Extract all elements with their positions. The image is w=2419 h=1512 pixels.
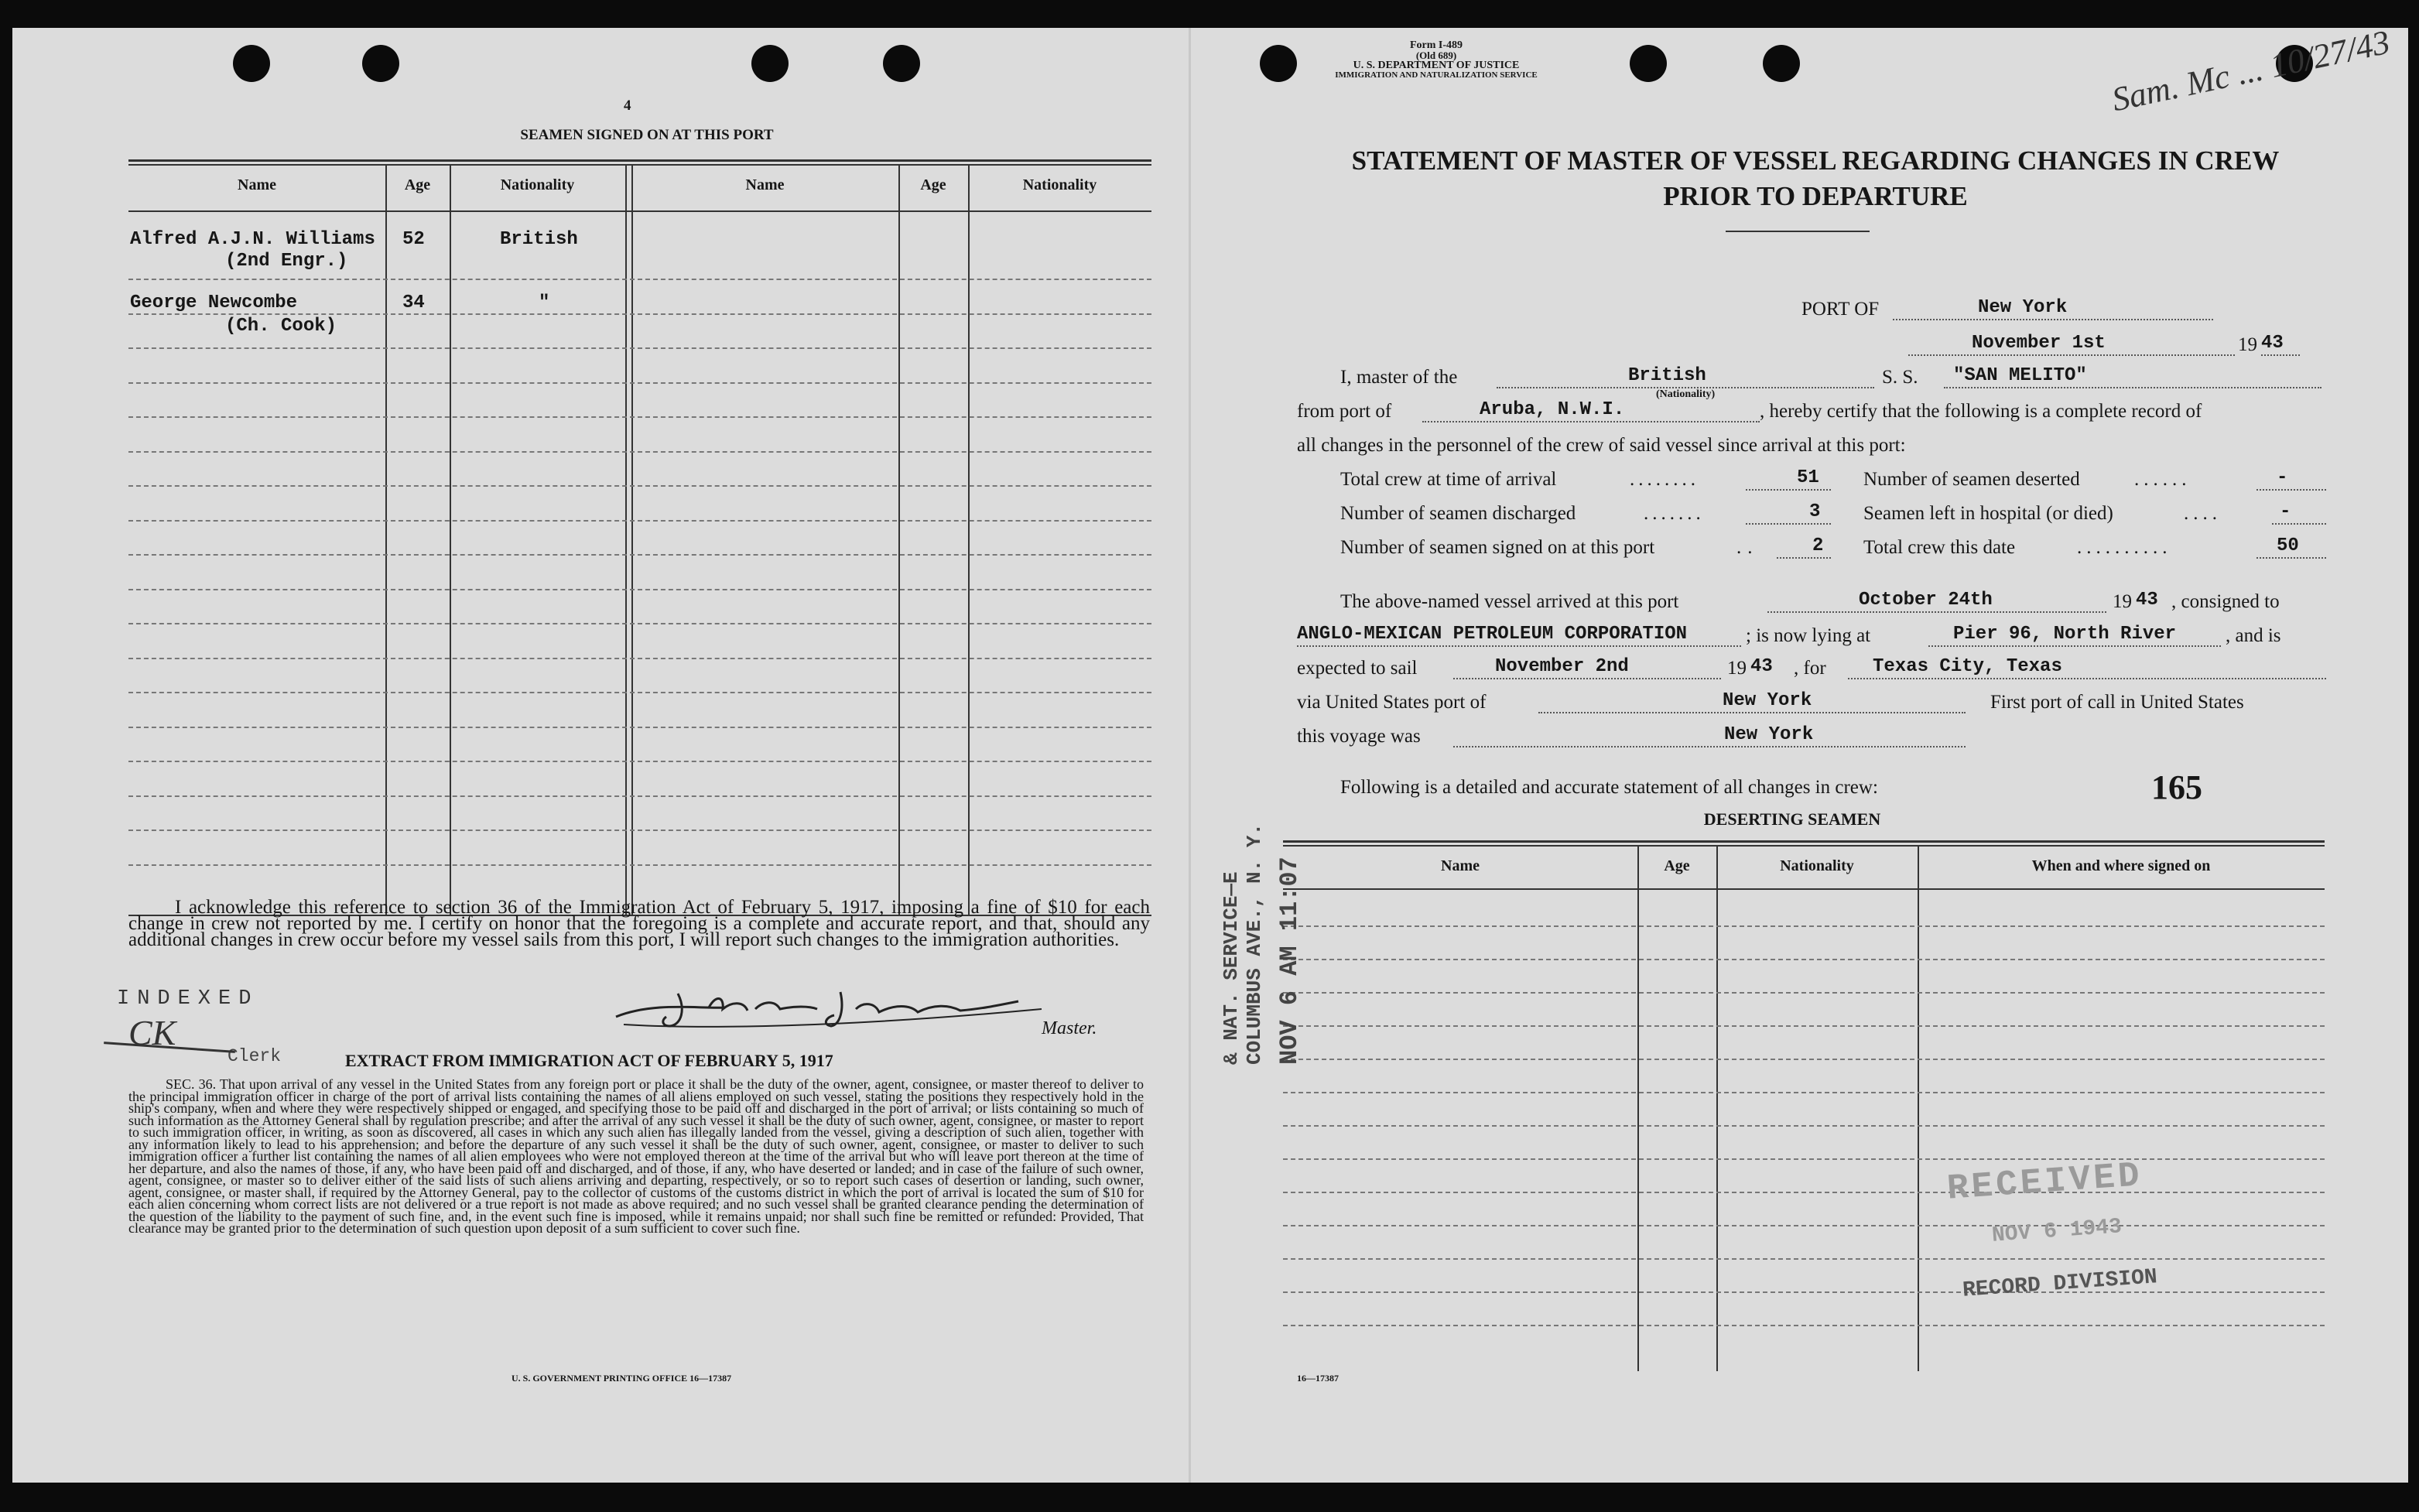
received-stamp: NOV 6 1943 [1991,1215,2123,1248]
berth: Pier 96, North River [1953,624,2177,645]
column-header: Age [1664,857,1690,874]
via-label: via United States port of [1297,692,1487,713]
punch-hole [1260,45,1297,82]
dot-leader: .... [2184,503,2222,524]
column-header: Name [1441,857,1480,874]
crew-nationality: British [500,229,578,250]
dot-leader: .......... [2077,537,2172,558]
receipt-stamp [1220,740,1302,1065]
stat-value: 2 [1812,535,1824,556]
stat-value: 3 [1809,501,1821,522]
column-divider [450,164,451,915]
nationality-value: British [1628,365,1706,386]
table-row-rule [128,623,1151,624]
table-row-rule [128,795,1151,797]
column-header: Nationality [1780,857,1854,874]
table-row-rule [1283,1291,2325,1293]
table-top-rule [128,164,1151,166]
indexed-stamp: INDEXED [117,987,259,1011]
table-top-rule [1283,845,2325,847]
underline [1928,645,2221,647]
column-divider [968,164,970,915]
printer-line: U. S. GOVERNMENT PRINTING OFFICE 16—17387 [512,1373,732,1384]
master-label: Master. [1042,1018,1097,1038]
table-top-rule [1283,840,2325,843]
underline [1777,557,1831,559]
stat-label: Number of seamen signed on at this port [1340,537,1655,558]
year-value: 43 [2261,333,2284,354]
handwritten-note: Sam. Mc ... 10/27/43 [2108,22,2393,119]
dot-leader: ........ [1630,469,1699,490]
table-row-rule [1283,1225,2325,1226]
table-row-rule [128,382,1151,384]
crew-nationality: " [539,292,550,313]
crew-rank: (2nd Engr.) [225,251,348,272]
form-title: PRIOR TO DEPARTURE [1663,181,1968,211]
dot-leader: .. [1736,537,1759,558]
table-row-rule [1283,1059,2325,1060]
table-row-rule [128,589,1151,590]
via-port: New York [1723,690,1812,711]
underline [1767,611,2106,613]
master-of-label: I, master of the [1340,367,1458,388]
crew-rank: (Ch. Cook) [225,316,337,337]
clerk-initials: CK [128,1013,176,1052]
table-row-rule [1283,1092,2325,1093]
underline [1453,678,1721,679]
table-row-rule [128,761,1151,762]
column-header: Name [238,176,276,193]
table-row-rule [128,279,1151,280]
stamp-line: NOV 6 AM 11:07 [1275,857,1304,1065]
punch-hole [362,45,399,82]
column-divider [898,164,900,915]
from-port-label: from port of [1297,401,1392,422]
table-row-rule [128,692,1151,693]
underline [1944,387,2321,388]
stat-label: Total crew at time of arrival [1340,469,1557,490]
year-value: 43 [2136,590,2158,611]
underline [2256,489,2326,491]
stat-label: Seamen left in hospital (or died) [1863,503,2113,524]
date-value: November 1st [1972,333,2106,354]
column-header: Name [745,176,785,193]
stat-value: 50 [2277,535,2299,556]
crew-age: 52 [402,229,425,250]
underline [1908,354,2235,356]
acknowledgment-text: I acknowledge this reference to section 36 of the Immigration Act of February 5, 1917, imposing a fine of $10 for each change in crew not reported by me. I certify on honor that the foregoing is a complete and accurate report, and that, should any additional changes in crew occur before my vessel sails from this port, I will report such changes to the immigration authorities. [128,897,1150,950]
table-row-rule [1283,1325,2325,1326]
nationality-caption: (Nationality) [1656,388,1716,400]
table-header-rule [128,210,1151,212]
document-page [12,22,2408,1483]
year-prefix: 19 [2238,334,2257,355]
following-text: Following is a detailed and accurate statement of all changes in crew: [1340,777,1878,798]
column-divider [631,164,633,915]
underline [1746,523,1831,525]
column-header: Nationality [1022,176,1097,193]
table-row-rule [1283,992,2325,994]
ss-label: S. S. [1882,367,1918,388]
stat-label: Number of seamen deserted [1863,469,2080,490]
table-row-rule [1283,1025,2325,1027]
stat-value: - [2277,467,2288,488]
table-row-rule [128,416,1151,418]
underline [1746,489,1831,491]
table-row-rule [128,830,1151,831]
table-row-rule [128,554,1151,556]
underline [1453,746,1966,747]
column-header: Age [920,176,946,193]
lying-label: ; is now lying at [1746,625,1871,646]
service: IMMIGRATION AND NATURALIZATION SERVICE [1335,70,1538,80]
port-value: New York [1978,297,2068,318]
table-row-rule [1283,1258,2325,1260]
underline [2256,557,2326,559]
table-row-rule [128,347,1151,349]
column-divider [385,164,387,915]
table-row-rule [1283,1192,2325,1193]
table-row-rule [128,658,1151,659]
form-title: STATEMENT OF MASTER OF VESSEL REGARDING CHANGES IN CREW [1351,145,2280,176]
destination: Texas City, Texas [1873,656,2062,677]
punch-hole [883,45,920,82]
clerk-label: Clerk [228,1046,282,1066]
year-value: 43 [1750,656,1773,677]
first-call-port: New York [1724,724,1814,745]
first-call-label: First port of call in United States [1990,692,2244,713]
extract-text: SEC. 36. That upon arrival of any vessel in the United States from any foreign port or place it shall be the duty of the owner, agent, consignee, or master thereof to deliver to the principal immigration officer in charge of the port of arrival lists containing the names of all aliens employed on such vessel, stating the positions they respectively hold in the ship's company, when and where they were respectively shipped or engaged, and specifying those to be paid off and discharged in the port of arrival; or lists containing so much of such information as the Attorney General shall by regulation prescribe; and after the arrival of any such vessel it shall be the duty of such owner, agent, consignee, or master to report to such immigration officer, in writing, as soon as discovered, all cases in which any such alien has illegally landed from the vessel, giving a description of such alien, together with any information likely to lead to his apprehension; and before the departure of any such vessel it shall be the duty of such owner, agent, consignee, or master to deliver to such immigration officer a further list containing the names of all alien employees who were not employed thereon at the time of the arrival but who will leave port thereon at the time of her departure, and also the names of those, if any, who have been paid off and discharged, and of those, if any, who have deserted or landed; and in case of the failure of such owner, agent, consignee, or master so to deliver either of the said lists of such aliens arriving and departing, respectively, or so to report such cases of desertion or landing, such owner, agent, consignee, or master shall, if required by the Attorney General, pay to the collector of customs of the customs district in which the port of arrival is located the sum of $10 for each alien concerning whom correct lists are not delivered or a true report is not made as above required; and no such vessel shall be granted clearance pending the determination of the question of the liability to the payment of such fine, and, in the event such fine is imposed, while it remains unpaid; nor shall such fine be remitted or refunded: Provided, That clearance may be granted prior to the determination of such question upon deposit of a sum sufficient to cover such fine. [128,1076,1144,1236]
stat-value: - [2280,501,2291,522]
old-form-number: (Old 689) [1415,50,1457,61]
certify-text-2: all changes in the personnel of the crew of said vessel since arrival at this port: [1297,435,1906,456]
table-row-rule [128,485,1151,487]
underline [1893,319,2213,320]
underline [1297,645,1741,647]
stamp-line: & NAT. SERVICE—E [1220,871,1243,1065]
table-row-rule [1283,925,2325,927]
stat-value: 51 [1797,467,1819,488]
underline [2272,523,2326,525]
from-port-value: Aruba, N.W.I. [1480,399,1625,420]
table-header-rule [1283,888,2325,890]
received-stamp: RECEIVED [1945,1155,2144,1209]
title-rule [1726,231,1870,232]
for-label: , for [1794,658,1826,679]
page-fold [1189,28,1191,1483]
crew-name: George Newcombe [130,292,298,313]
table-row-rule [128,727,1151,728]
voyage-label: this voyage was [1297,726,1421,747]
table-row-rule [128,520,1151,522]
form-number: Form I-489 [1409,39,1463,51]
sail-date: November 2nd [1495,656,1629,677]
column-header: Age [404,176,431,193]
page-number: 4 [624,97,631,114]
crew-name: Alfred A.J.N. Williams [130,229,375,250]
year-prefix: 19 [1727,658,1747,679]
stat-label: Number of seamen discharged [1340,503,1576,524]
stamp-line: COLUMBUS AVE., N. Y. [1243,823,1266,1065]
table-row-rule [1283,1158,2325,1160]
arrival-date: October 24th [1859,590,1993,611]
form-header [1297,40,1576,80]
deserting-title: DESERTING SEAMEN [1703,809,1881,829]
consigned-label: , consigned to [2171,591,2280,612]
consignee: ANGLO-MEXICAN PETROLEUM CORPORATION [1297,624,1688,645]
underline [1538,712,1966,713]
expected-label: expected to sail [1297,658,1418,679]
certify-text: , hereby certify that the following is a complete record of [1760,401,2202,422]
table-row-rule [128,451,1151,453]
underline [1848,678,2326,679]
column-divider [625,164,627,915]
and-is-label: , and is [2226,625,2281,646]
underline [2261,354,2300,356]
port-label: PORT OF [1801,299,1880,320]
punch-hole [1763,45,1800,82]
arrived-label: The above-named vessel arrived at this port [1340,591,1679,612]
received-stamp: RECORD DIVISION [1962,1265,2158,1303]
table-row-rule [128,864,1151,866]
punch-hole [751,45,789,82]
year-prefix: 19 [2113,591,2132,612]
master-signature [608,978,1057,1034]
punch-hole [1630,45,1667,82]
table-row-rule [1283,1125,2325,1127]
column-header: Nationality [500,176,575,193]
form-footer: 16—17387 [1297,1373,1339,1384]
ship-name: "SAN MELITO" [1953,365,2087,386]
dot-leader: ...... [2134,469,2191,490]
dot-leader: ....... [1644,503,1705,524]
serial-number: 165 [2151,768,2202,806]
crew-age: 34 [402,292,425,313]
table-top-rule [128,159,1151,162]
section-title: SEAMEN SIGNED ON AT THIS PORT [520,127,774,143]
stat-label: Total crew this date [1863,537,2016,558]
column-header: When and where signed on [2031,857,2211,874]
table-row-rule [1283,959,2325,960]
extract-title: EXTRACT FROM IMMIGRATION ACT OF FEBRUARY 5, 1917 [345,1051,833,1070]
underline [1422,421,1760,422]
punch-hole [233,45,270,82]
department: U. S. DEPARTMENT OF JUSTICE [1353,60,1520,71]
